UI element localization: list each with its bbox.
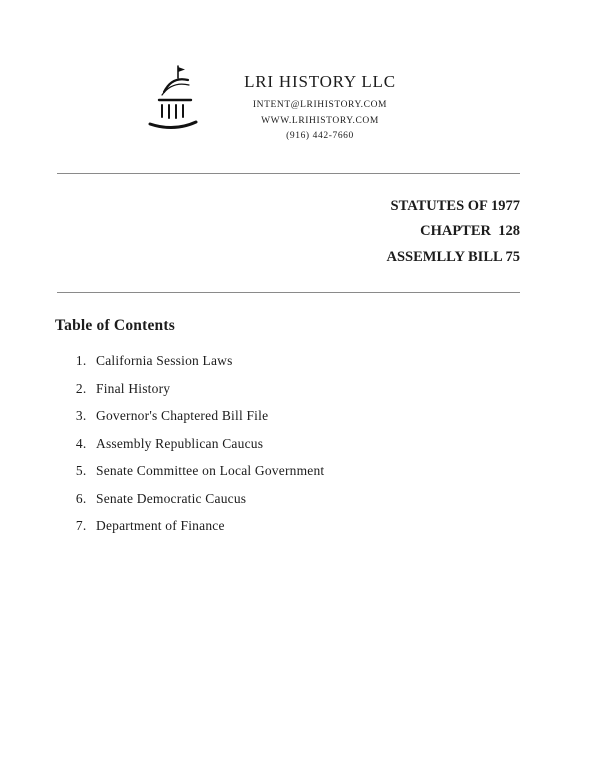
email-text: INTENT@LRIHISTORY.COM [252, 100, 388, 110]
contact-block [230, 62, 410, 145]
company-name: LRI HISTORY LLC [244, 72, 396, 91]
toc-list [72, 353, 600, 534]
divider-top [57, 173, 520, 174]
toc-item: 1. California Session Laws [90, 353, 600, 369]
chapter-line: CHAPTER 128 [420, 223, 520, 240]
toc-item: 3. Governor's Chaptered Bill File [90, 408, 600, 424]
toc-item: 7. Department of Finance [90, 518, 600, 534]
toc-item: 2. Final History [90, 381, 600, 397]
bill-reference-block [0, 194, 520, 270]
capitol-logo-icon [142, 62, 208, 134]
divider-bottom [57, 292, 520, 293]
toc-item: 6. Senate Democratic Caucus [90, 491, 600, 507]
phone-text: (916) 442-7660 [286, 131, 354, 142]
assembly-bill-line: ASSEMLLY BILL 75 [386, 248, 520, 265]
website-text: WWW.LRIHISTORY.COM [261, 115, 379, 126]
toc-item: 4. Assembly Republican Caucus [90, 436, 600, 452]
toc-item: 5. Senate Committee on Local Government [90, 463, 600, 479]
toc-title: Table of Contents [55, 317, 175, 335]
statutes-line: STATUTES OF 1977 [390, 198, 520, 215]
letterhead [142, 62, 600, 145]
